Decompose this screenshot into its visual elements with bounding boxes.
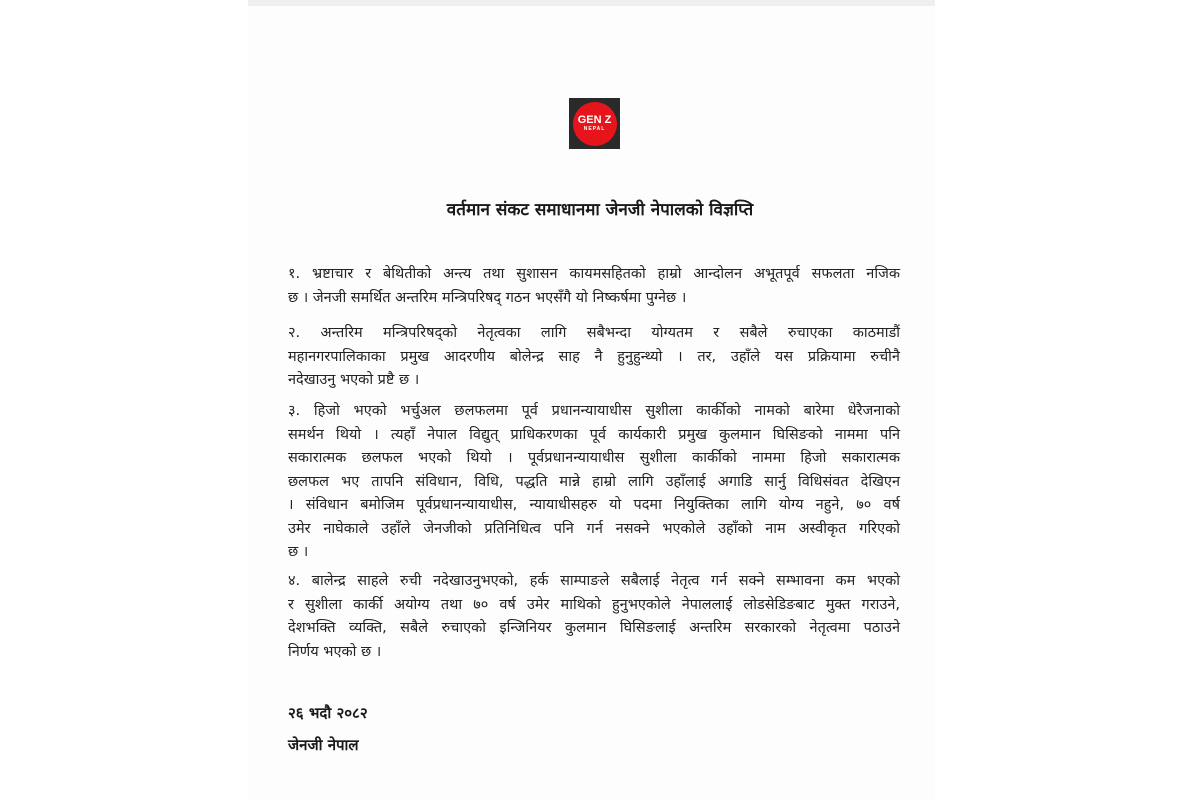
gen-z-nepal-logo	[569, 98, 620, 149]
paragraph-line: उमेर नाघेकाले उहाँले जेनजीको प्रतिनिधित्व पनि गर्न नसक्ने भएकोले उहाँको नाम अस्वीकृत गरिएको	[288, 520, 900, 537]
paragraph-2	[288, 322, 900, 393]
paragraph-line: छलफल भए तापनि संविधान, विधि, पद्धति मान्ने हाम्रो लागि उहाँलाई अगाडि सार्नु विधिसंवत देखिएन	[288, 473, 900, 490]
paragraph-line: ४. बालेन्द्र साहले रुची नदेखाउनुभएको, हर्क साम्पाङले सबैलाई नेतृत्व गर्न सक्ने सम्भावना कम भएको	[288, 573, 900, 589]
paragraph-line: १. भ्रष्टाचार र बेथितीको अन्त्य तथा सुशासन कायमसहितको हाम्रो आन्दोलन अभूतपूर्व सफलता नजिक	[288, 266, 900, 282]
paragraph-3	[288, 400, 900, 565]
paragraph-line: सकारात्मक छलफल भएको थियो । पूर्वप्रधानन्यायाधीस सुशीला कार्कीको नाममा हिजो सकारात्मक	[288, 450, 900, 466]
paragraph-line: समर्थन थियो । त्यहाँ नेपाल विद्युत् प्राधिकरणका पूर्व कार्यकारी प्रमुख कुलमान घिसिङको नाममा पनि	[288, 426, 900, 443]
paragraph-line: २. अन्तरिम मन्त्रिपरिषद्को नेतृत्वका लागि सबैभन्दा योग्यतम र सबैले रुचाएका काठमाडौं	[288, 325, 900, 341]
paragraph-1	[288, 263, 900, 310]
paragraph-line: छ । जेनजी समर्थित अन्तरिम मन्त्रिपरिषद् गठन भएसँगै यो निष्कर्षमा पुग्नेछ ।	[288, 289, 687, 306]
logo-main-text: GEN Z	[577, 114, 612, 126]
paragraph-4	[288, 570, 900, 664]
logo-sub-text: NEPAL	[583, 126, 606, 132]
paragraph-line: छ ।	[288, 544, 309, 560]
logo-red-circle	[573, 102, 617, 146]
paragraph-line: महानगरपालिकाका प्रमुख आदरणीय बोलेन्द्र साह नै हुनुहुन्थ्यो । तर, उहाँले यस प्रक्रियामा रुचीनै	[288, 348, 900, 365]
document-date: २६ भदौ २०८२	[288, 704, 368, 722]
document-signature: जेनजी नेपाल	[288, 736, 359, 754]
document-title: वर्तमान संकट समाधानमा जेनजी नेपालको विज्ञप्ति	[446, 200, 754, 220]
paragraph-line: । संविधान बमोजिम पूर्वप्रधानन्यायाधीस, न्यायाधीसहरु यो पदमा नियुक्तिका लागि योग्य नहुने, ७० वर्ष	[288, 497, 900, 513]
paragraph-line: निर्णय भएको छ ।	[288, 643, 382, 660]
paragraph-line: ३. हिजो भएको भर्चुअल छलफलमा पूर्व प्रधानन्यायाधीस सुशीला कार्कीको नामको बारेमा धेरैजनाको	[288, 403, 900, 419]
page-top-edge	[248, 0, 935, 6]
paragraph-line: र सुशीला कार्की अयोग्य तथा ७० वर्ष उमेर माथिको हुनुभएकोले नेपाललाई लोडसेडिङबाट मुक्त गराउने,	[288, 596, 900, 613]
paragraph-line: नदेखाउनु भएको प्रष्टै छ ।	[288, 372, 420, 388]
paragraph-line: देशभक्ति व्यक्ति, सबैले रुचाएको इन्जिनियर कुलमान घिसिङलाई अन्तरिम सरकारको नेतृत्वमा पठाउने	[288, 620, 900, 636]
